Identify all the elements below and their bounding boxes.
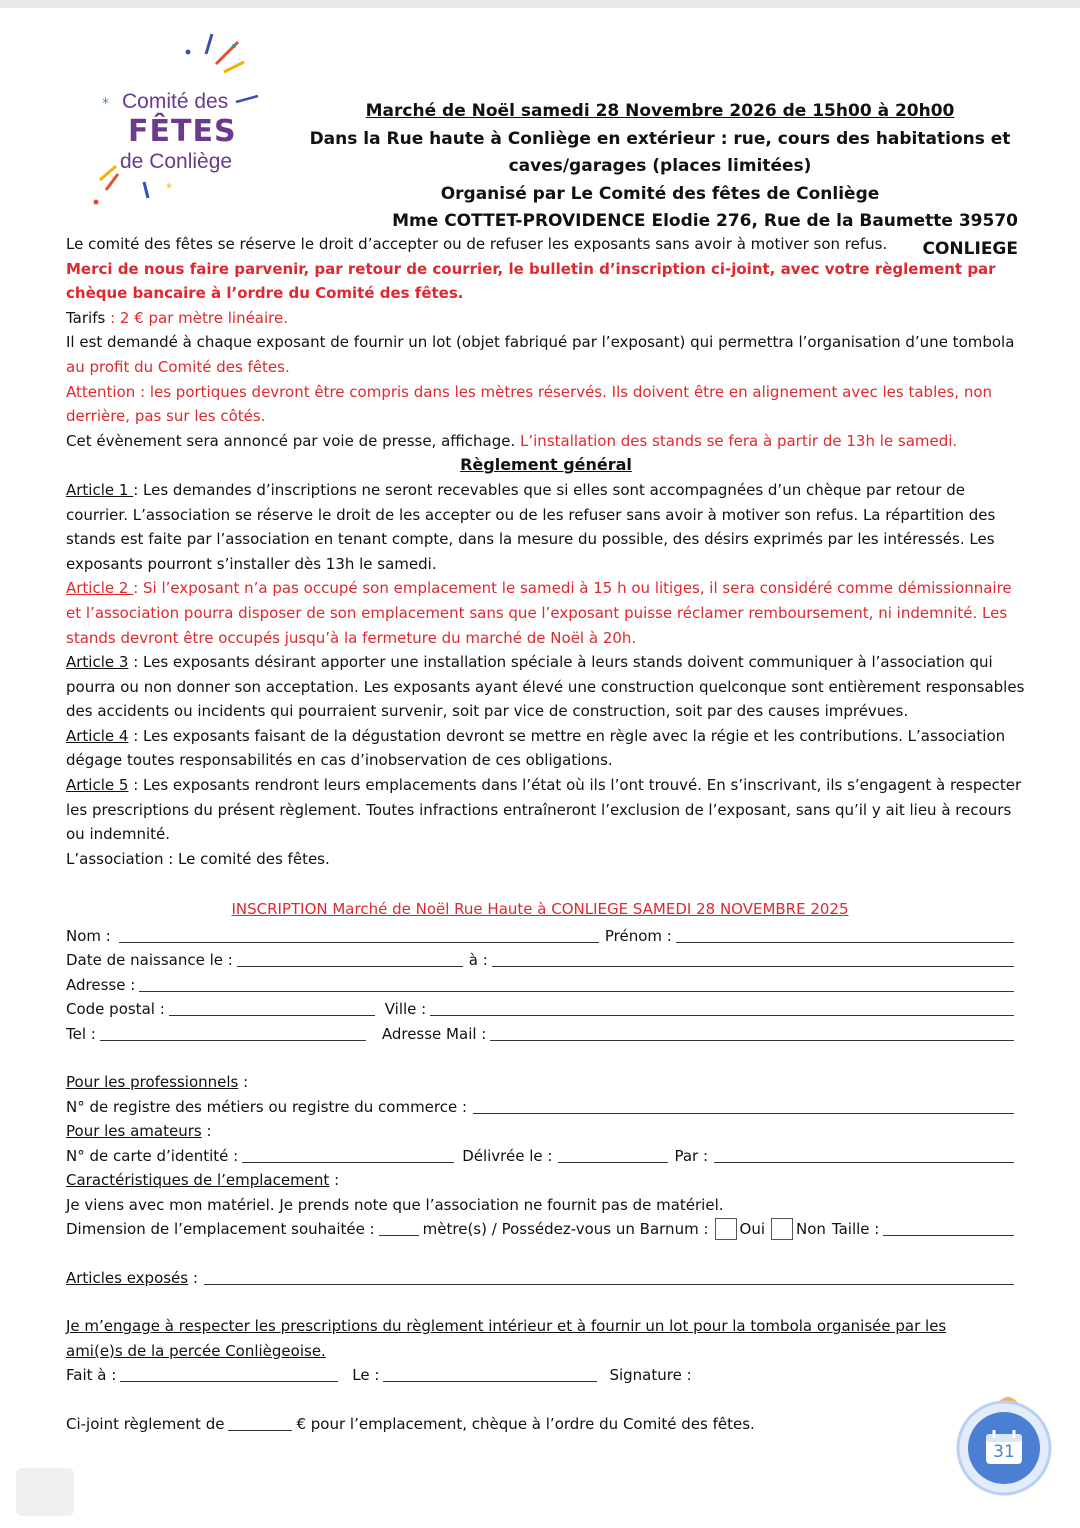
article-5-text: : Les exposants rendront leurs emplacements dans l’état où ils l’ont trouvé. En s’inscrivant, ils s’engagent à respecter les prescriptions du présent règlement. Toutes infractions entraîneront l’exclusion de l’exposant, sans qu’il y ait lieu à recours ou indemnité. — [66, 776, 1022, 844]
carte-label: N° de carte d’identité : — [66, 1146, 239, 1165]
article-5-label: Article 5 — [66, 776, 129, 795]
pro-title — [66, 1073, 248, 1095]
row-cijoint — [66, 1412, 1014, 1437]
article-1 — [66, 478, 1026, 576]
announcement-text: Cet évènement sera annoncé par voie de presse, affichage. — [66, 431, 521, 450]
le-label: Le : — [352, 1366, 380, 1384]
lot-text: Il est demandé à chaque exposant de fournir un lot (objet fabriqué par l’exposant) qui permettra l’organisation d’une tombola — [66, 333, 1015, 352]
tel-field[interactable] — [100, 1040, 366, 1041]
naissance-label: Date de naissance le : — [66, 951, 233, 969]
row-carte — [66, 1144, 1014, 1169]
row-naissance — [66, 949, 1014, 974]
row-dimension — [66, 1218, 1014, 1243]
fait-field[interactable] — [120, 1381, 338, 1382]
row-materiel — [66, 1193, 1014, 1218]
article-4-label: Article 4 — [66, 726, 129, 745]
row-pro-title — [66, 1071, 1014, 1096]
article-4-text: : Les exposants faisant de la dégustation devront se mettre en règle avec la régie et les contributions. L’association dégage toutes responsabilités en cas d’inobservation de ces obligations. — [66, 726, 1006, 770]
row-tel — [66, 1022, 1014, 1047]
pro-title-colon: : — [238, 1073, 249, 1091]
article-3 — [66, 650, 1026, 724]
articles-title — [66, 1269, 198, 1291]
row-cp — [66, 998, 1014, 1023]
oui-checkbox[interactable] — [715, 1218, 737, 1240]
installation-text: L’installation des stands se fera à partir de 13h le samedi. — [520, 431, 958, 450]
document-body — [66, 232, 1026, 871]
articles-field[interactable] — [204, 1284, 1014, 1285]
cijoint-label: Ci-joint règlement de — [66, 1414, 225, 1433]
article-2-text: : Si l’exposant n’a pas occupé son emplacement le samedi à 15 h ou litiges, il sera considéré comme démissionnaire et l’association pourra disposer de son emplacement sans que l’exposant puisse réclamer remboursement, ni indemnité. Les stands devront être occupés jusqu’à la fermeture du marché de Noël à 20h. — [66, 579, 1012, 647]
tarifs-paragraph — [66, 306, 1026, 331]
lieu-field[interactable] — [492, 966, 1014, 967]
metres-label: mètre(s) / Possédez-vous un Barnum : — [422, 1220, 709, 1238]
articles-title-colon: : — [188, 1268, 198, 1287]
article-3-label: Article 3 — [66, 653, 129, 672]
spacer — [66, 1388, 1014, 1412]
article-2-label: Article 2 — [66, 579, 134, 598]
montant-field[interactable] — [228, 1430, 292, 1431]
svg-text:*: * — [102, 96, 109, 112]
articles-title-text: Articles exposés — [66, 1268, 189, 1287]
amateur-title-text: Pour les amateurs — [66, 1122, 202, 1140]
event-location-line2: caves/garages (places limitées) — [508, 156, 812, 176]
taille-label: Taille : — [831, 1220, 880, 1238]
event-organizer: Organisé par Le Comité des fêtes de Conliège — [440, 183, 880, 204]
amateur-title — [66, 1122, 212, 1144]
mail-field[interactable] — [490, 1040, 1014, 1041]
lot-text-red: au profit du Comité des fêtes. — [66, 357, 290, 376]
spacer — [66, 1242, 1014, 1266]
row-engage1 — [66, 1315, 1014, 1340]
registre-field[interactable] — [473, 1113, 1014, 1114]
nom-label: Nom : — [66, 926, 111, 945]
engagement-line1: Je m’engage à respecter les prescriptions du règlement intérieur et à fournir un lot pour la tombola organisée par les — [66, 1317, 947, 1335]
prenom-field[interactable] — [676, 942, 1014, 943]
prenom-label: Prénom : — [604, 926, 672, 945]
row-carac-title — [66, 1169, 1014, 1194]
par-field[interactable] — [714, 1162, 1014, 1163]
reglement-title-text: Règlement général — [460, 455, 632, 475]
delivree-label: Délivrée le : — [462, 1146, 553, 1165]
carac-title-colon: : — [329, 1171, 340, 1189]
attention-paragraph: Attention : les portiques devront être compris dans les mètres réservés. Ils doivent être en alignement avec les tables, non derrière, pas sur les côtés. — [66, 382, 993, 426]
article-3-text: : Les exposants désirant apporter une installation spéciale à leurs stands doivent communiquer à l’association qui pourra ou non donner son acceptation. Les exposants ayant élevé une construction quelconque sont entièrement responsables des accidents ou incidents qui pourraient survenir, soit par vice de construction, soit par des causes imprévues. — [66, 653, 1025, 721]
row-registre — [66, 1095, 1014, 1120]
comite-logo — [86, 24, 276, 214]
nom-field[interactable] — [119, 942, 599, 943]
cp-field[interactable] — [169, 1015, 375, 1016]
non-label: Non — [796, 1220, 826, 1238]
article-4 — [66, 724, 1026, 773]
svg-text:*: * — [166, 181, 172, 195]
oui-label: Oui — [739, 1220, 765, 1238]
engagement-line2: ami(e)s de la percée Conliègeoise. — [66, 1341, 326, 1360]
row-articles — [66, 1266, 1014, 1291]
article-5 — [66, 773, 1026, 847]
logo-line1: Comité des — [122, 90, 229, 113]
row-amateur-title — [66, 1120, 1014, 1145]
row-adresse — [66, 973, 1014, 998]
article-2 — [66, 576, 1026, 650]
inscription-title: INSCRIPTION Marché de Noël Rue Haute à CONLIEGE SAMEDI 28 NOVEMBRE 2025 — [231, 900, 849, 918]
carac-title — [66, 1171, 339, 1193]
lieu-label: à : — [468, 951, 488, 969]
event-title: Marché de Noël samedi 28 Novembre 2026 de 15h00 à 20h00 — [365, 101, 955, 121]
reglement-title — [66, 453, 1026, 478]
dimension-label: Dimension de l’emplacement souhaitée : — [66, 1220, 375, 1238]
calendar-day: 31 — [993, 1442, 1015, 1462]
article-1-label: Article 1 — [66, 480, 134, 499]
tel-label: Tel : — [66, 1024, 96, 1043]
announcement-paragraph — [66, 429, 1026, 454]
calendar-widget[interactable] — [956, 1390, 1056, 1500]
organizer-address: Mme COTTET-PROVIDENCE Elodie 276, Rue de la Baumette 39570 CONLIEGE — [392, 211, 1018, 259]
adresse-field[interactable] — [139, 991, 1014, 992]
tarifs-label: Tarifs — [66, 308, 106, 327]
ville-field[interactable] — [430, 1015, 1014, 1016]
registre-label: N° de registre des métiers ou registre du commerce : — [66, 1097, 468, 1116]
spacer — [66, 1047, 1014, 1071]
taille-field[interactable] — [883, 1235, 1014, 1236]
ville-label: Ville : — [384, 1000, 427, 1018]
signature-label: Signature : — [609, 1366, 692, 1384]
logo-line3: de Conliège — [120, 150, 233, 173]
mail-label: Adresse Mail : — [381, 1024, 487, 1043]
cijoint-end: € pour l’emplacement, chèque à l’ordre du Comité des fêtes. — [296, 1414, 755, 1433]
top-bar — [0, 0, 1080, 8]
adresse-label: Adresse : — [66, 975, 136, 994]
article-1-text: : Les demandes d’inscriptions ne seront recevables que si elles sont accompagnées d’un chèque par retour de courrier. L’association se réserve le droit de les accepter ou de les refuser sans avoir à motiver son refus. La répartition des stands est faite par l’association en tenant compte, dans la mesure du possible, des désirs exprimés par les intéressés. Les exposants pourront s’installer dès 13h le samedi. — [66, 480, 996, 573]
delivree-field[interactable] — [558, 1162, 668, 1163]
inscription-form — [66, 924, 1014, 1437]
logo-line2: FÊTES — [128, 114, 237, 149]
pro-title-text: Pour les professionnels — [66, 1073, 239, 1091]
instructions-paragraph: Merci de nous faire parvenir, par retour de courrier, le bulletin d’inscription ci-joint, avec votre règlement par chèque bancaire à l’ordre du Comité des fêtes. — [66, 259, 996, 303]
spacer — [66, 1291, 1014, 1315]
row-fait — [66, 1364, 1014, 1389]
scroll-thumb[interactable] — [16, 1468, 74, 1516]
materiel-text: Je viens avec mon matériel. Je prends note que l’association ne fournit pas de matériel. — [66, 1195, 724, 1214]
carte-field[interactable] — [242, 1162, 454, 1163]
tarifs-value: : 2 € par mètre linéaire. — [105, 308, 288, 327]
event-location-line1: Dans la Rue haute à Conliège en extérieur : rue, cours des habitations et — [309, 128, 1011, 149]
dimension-field[interactable] — [379, 1235, 419, 1236]
non-checkbox[interactable] — [771, 1218, 793, 1240]
lot-paragraph — [66, 330, 1026, 379]
amateur-title-colon: : — [201, 1122, 212, 1140]
fait-label: Fait à : — [66, 1366, 117, 1384]
naissance-field[interactable] — [237, 966, 463, 967]
cp-label: Code postal : — [66, 1000, 165, 1018]
signoff: L’association : Le comité des fêtes. — [66, 849, 330, 868]
carac-title-text: Caractéristiques de l’emplacement — [66, 1171, 330, 1189]
row-engage2 — [66, 1339, 1014, 1364]
le-field[interactable] — [383, 1381, 597, 1382]
intro-paragraph: Le comité des fêtes se réserve le droit d’accepter ou de refuser les exposants sans avoir à motiver son refus. — [66, 235, 888, 253]
row-nom — [66, 924, 1014, 949]
par-label: Par : — [674, 1146, 709, 1165]
